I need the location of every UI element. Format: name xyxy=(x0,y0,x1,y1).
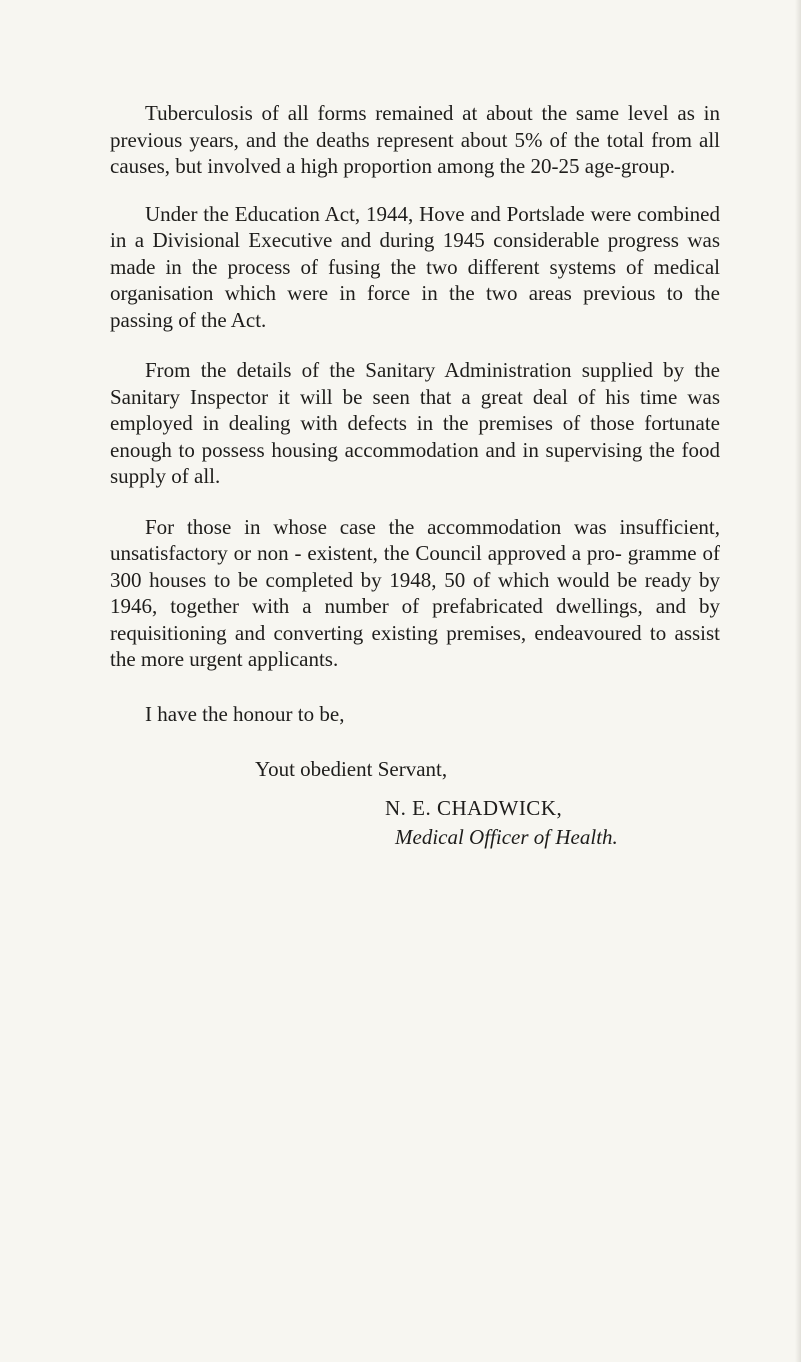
paragraph-sanitary-administration: From the details of the Sanitary Administration supplied by the Sanitary Inspector it will be seen that a great deal of his time was employed in dealing with defects in the premises of those fortunate enough to possess housing accommodation and in supervising the food supply of all. xyxy=(110,358,720,488)
closing-line: I have the honour to be, xyxy=(145,702,345,726)
signatory-title: Medical Officer of Health. xyxy=(395,825,618,849)
page-edge-shadow xyxy=(795,0,801,1362)
paragraph-education-act: Under the Education Act, 1944, Hove and Portslade were combined in a Divisional Executive and during 1945 considerable progress was made in the process of fusing the two different systems of medical organisation which were in force in the two areas previous to the passing of the Act. xyxy=(110,201,720,332)
paragraph-housing: For those in whose case the accommodation was insufficient, unsatisfactory or non - existent, the Council approved a pro- gramme of 300 houses to be completed by 1948, 50 of which would be ready by 1946, together with a number of prefabricated dwellings, and by requisitioning and converting existing premises, endeavoured to assist the more urgent applicants. xyxy=(110,514,720,671)
report-body xyxy=(110,100,720,697)
paragraph-tuberculosis: Tuberculosis of all forms remained at about the same level as in previous years, and the deaths represent about 5% of the total from all causes, but involved a high proportion among the 20-25 age-group. xyxy=(110,101,720,178)
signoff-line: Yout obedient Servant, xyxy=(255,757,448,781)
signatory-name: N. E. CHADWICK, xyxy=(385,796,563,820)
